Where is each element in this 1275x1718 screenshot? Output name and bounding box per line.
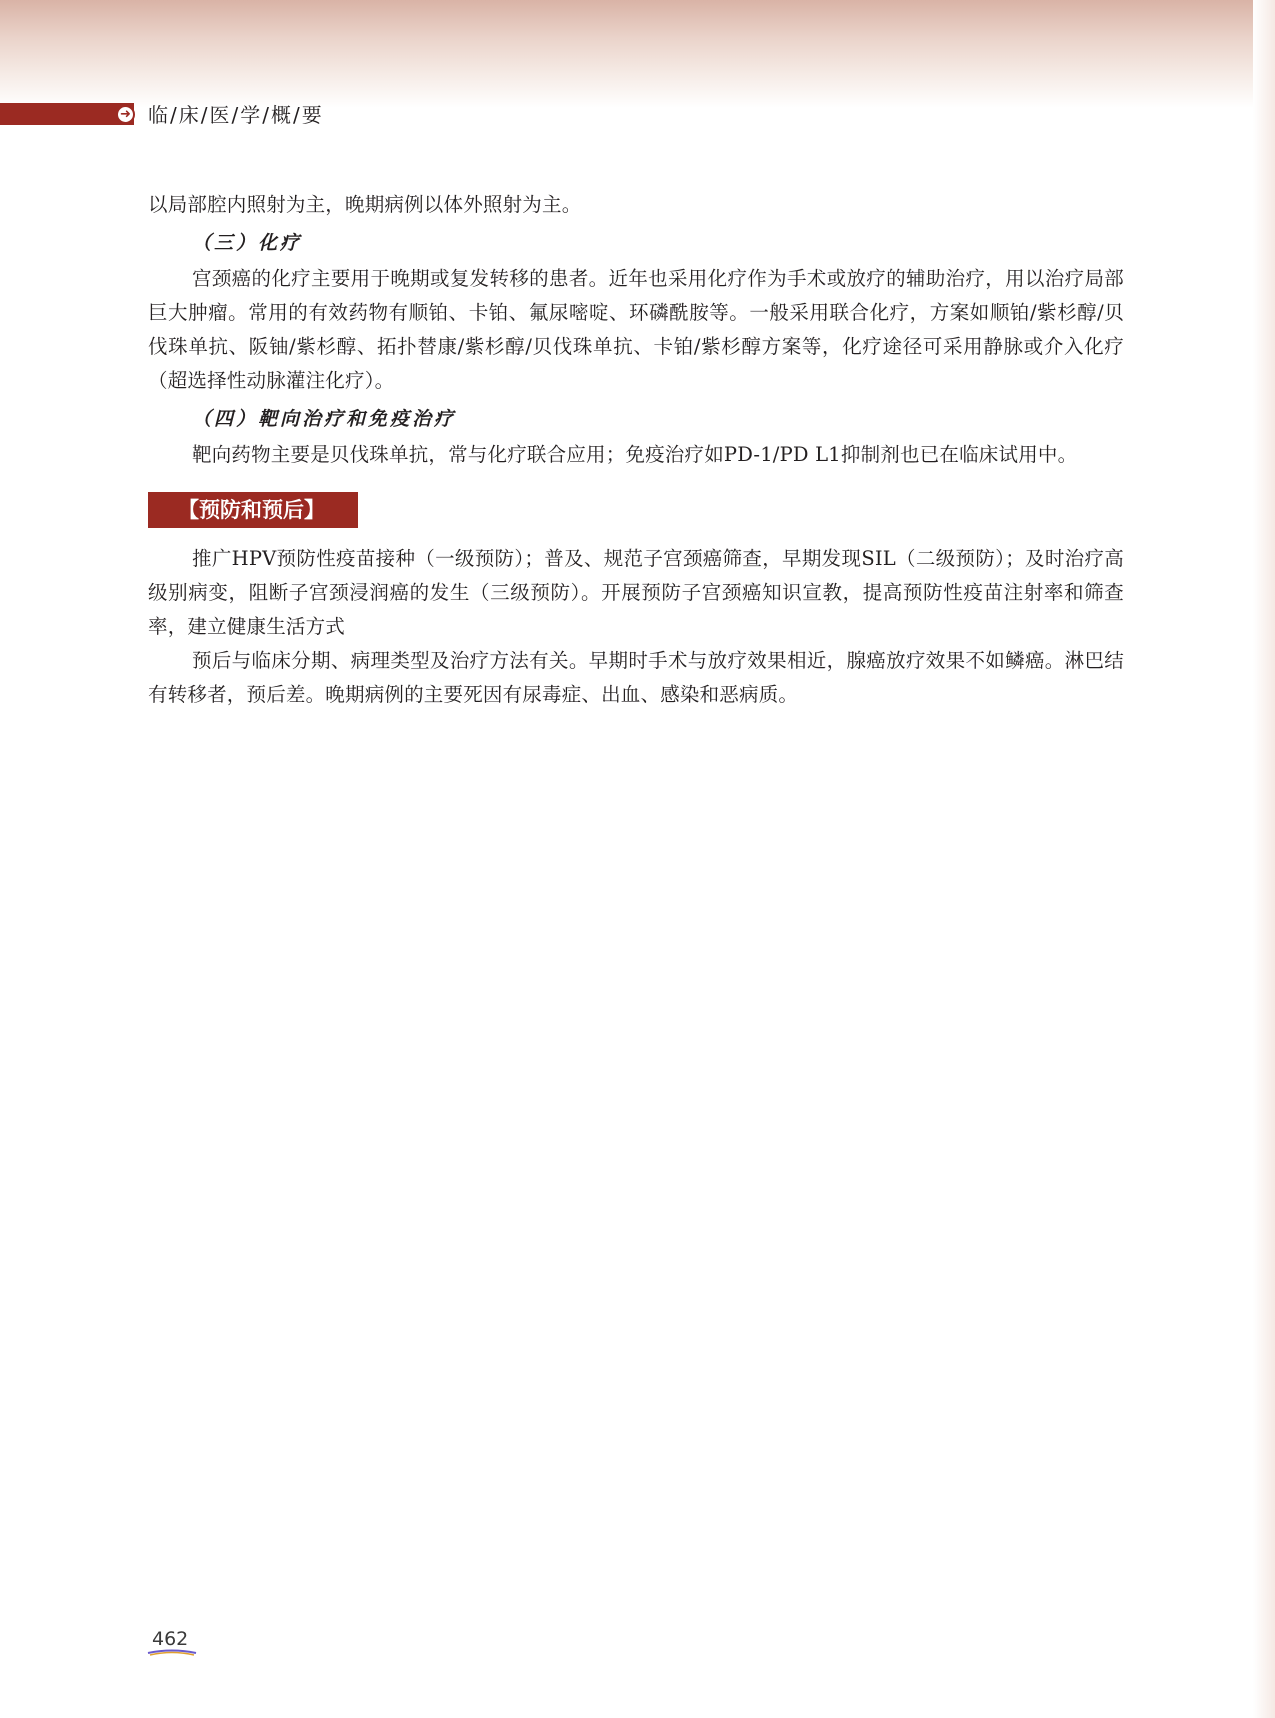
header-gradient-band — [0, 0, 1275, 108]
subheading-chemotherapy: （三）化疗 — [192, 232, 303, 254]
page-number: 462 — [152, 1628, 189, 1650]
paragraph-radiotherapy-end: 以局部腔内照射为主，晚期病例以体外照射为主。 — [148, 193, 582, 216]
subheading-targeted-immunotherapy: （四）靶向治疗和免疫治疗 — [192, 408, 457, 430]
header-accent-bar — [0, 103, 134, 125]
paragraph-chemotherapy: 宫颈癌的化疗主要用于晚期或复发转移的患者。近年也采用化疗作为手术或放疗的辅助治疗，用以治疗局部巨大肿瘤。常用的有效药物有顺铂、卡铂、氟尿嘧啶、环磷酰胺等。一般采用联合化疗，方案如顺铂/紫杉醇/贝伐珠单抗、阪铀/紫杉醇、拓扑替康/紫杉醇/贝伐珠单抗、卡铂/紫杉醇方案等，化疗途径可采用静脉或介入化疗（超选择性动脉灌注化疗）。 — [148, 267, 1124, 392]
page-content — [148, 188, 1124, 712]
book-title: 临/床/医/学/概/要 — [148, 103, 324, 127]
page-edge-shade — [1253, 0, 1275, 1718]
arrow-right-circle-icon: ➜ — [116, 105, 135, 124]
page-number-swoosh — [146, 1648, 198, 1656]
paragraph-targeted-immunotherapy: 靶向药物主要是贝伐珠单抗，常与化疗联合应用；免疫治疗如PD-1/PD L1抑制剂也已在临床试用中。 — [192, 443, 1078, 466]
paragraph-prevention: 推广HPV预防性疫苗接种（一级预防）；普及、规范子宫颈癌筛查，早期发现SIL（二级预防）；及时治疗高级别病变，阻断子宫颈浸润癌的发生（三级预防）。开展预防子宫颈癌知识宣教，提高预防性疫苗注射率和筛查率，建立健康生活方式 — [148, 547, 1124, 638]
section-heading-prevention-prognosis: 【预防和预后】 — [148, 492, 358, 528]
paragraph-prognosis: 预后与临床分期、病理类型及治疗方法有关。早期时手术与放疗效果相近，腺癌放疗效果不如鳞癌。淋巴结有转移者，预后差。晚期病例的主要死因有尿毒症、出血、感染和恶病质。 — [148, 649, 1124, 706]
